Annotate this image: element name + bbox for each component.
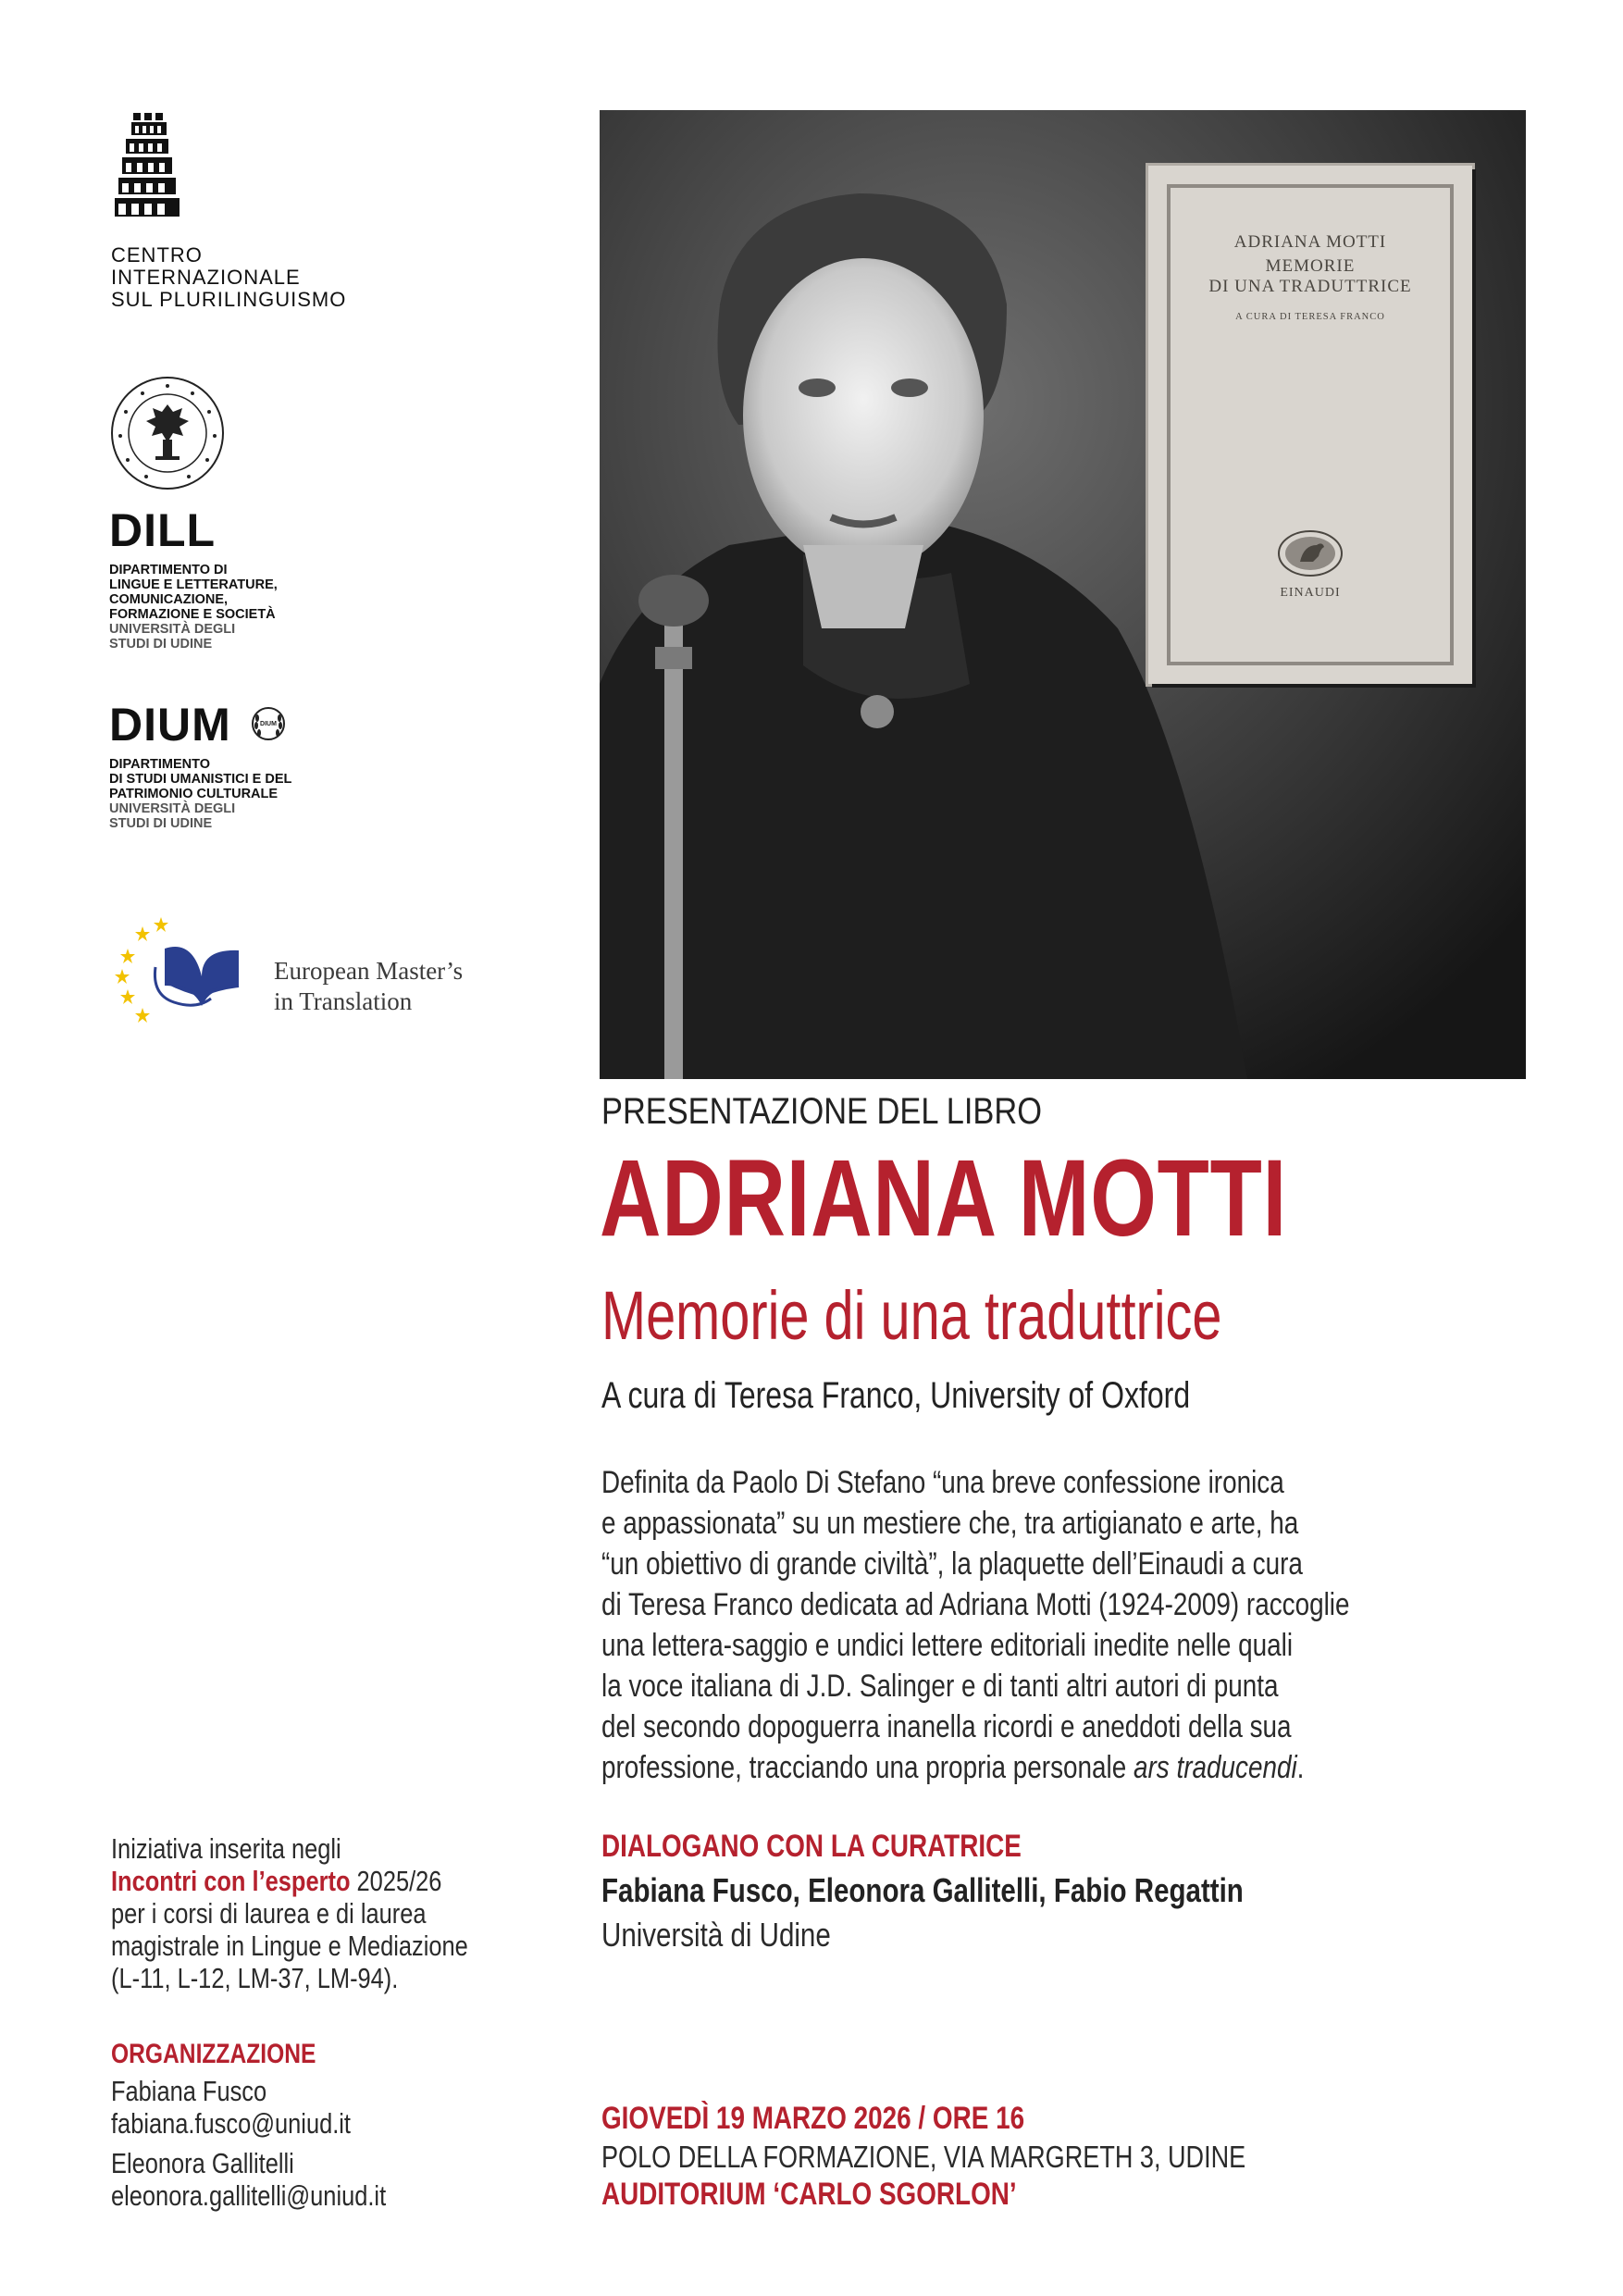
book-cover-curator: A CURA DI TERESA FRANCO [1235, 312, 1385, 322]
incontri-highlight: Incontri con l’esperto [111, 1865, 351, 1897]
description-last-line [601, 1747, 1542, 1788]
book-cover-author: ADRIANA MOTTI [1233, 232, 1387, 252]
book-description [601, 1462, 1542, 1788]
book-cover-publisher: EINAUDI [1280, 586, 1341, 600]
dium-line: DIPARTIMENTO [109, 757, 211, 772]
dill-line: FORMAZIONE E SOCIETÀ [109, 607, 276, 622]
organizer-email[interactable]: fabiana.fusco@uniud.it [111, 2107, 351, 2140]
open-book-stars-icon [109, 912, 266, 1023]
description-italic-phrase: ars traducendi [1133, 1750, 1297, 1785]
dium-university-line: STUDI DI UDINE [109, 816, 213, 831]
organization-contacts [111, 2075, 386, 2212]
info-line-highlight [111, 1865, 468, 1897]
dill-line: COMUNICAZIONE, [109, 592, 229, 607]
dium-line: PATRIMONIO CULTURALE [109, 787, 279, 801]
dill-university-line: STUDI DI UDINE [109, 637, 213, 652]
description-last-text: professione, tracciando una propria personale [601, 1750, 1134, 1785]
description-line: di Teresa Franco dedicata ad Adriana Motti (1924-2009) raccoglie [601, 1587, 1350, 1622]
description-end-punctuation: . [1296, 1750, 1305, 1785]
info-line: per i corsi di laurea e di laurea [111, 1897, 427, 1930]
emt-name [274, 956, 463, 1017]
info-line: Iniziativa inserita negli [111, 1832, 341, 1865]
dialogue-speakers: Fabiana Fusco, Eleonora Gallitelli, Fabio Regattin [601, 1871, 1244, 1909]
book-cover-title-line: MEMORIE [1265, 256, 1356, 276]
organization-heading: ORGANIZZAZIONE [111, 2039, 316, 2069]
description-line: del secondo dopoguerra inanella ricordi e aneddoti della sua [601, 1709, 1292, 1744]
dialogue-institution: Università di Udine [601, 1916, 831, 1954]
description-line: e appassionata” su un mestiere che, tra artigianato e arte, ha [601, 1506, 1299, 1541]
dium-description [109, 757, 291, 831]
organizer-name: Fabiana Fusco [111, 2075, 267, 2107]
dialogue-heading: DIALOGANO CON LA CURATRICE [601, 1829, 1022, 1864]
book-author-title: ADRIANA MOTTI [600, 1137, 1287, 1260]
info-year: 2025/26 [350, 1865, 442, 1897]
info-line: magistrale in Lingue e Mediazione [111, 1930, 468, 1962]
cip-name [111, 244, 346, 311]
dium-university-line: UNIVERSITÀ DEGLI [109, 801, 236, 816]
dill-description [109, 563, 278, 652]
info-line: (L-11, L-12, LM-37, LM-94). [111, 1962, 399, 1994]
emt-line: European Master’s [274, 957, 464, 985]
dill-title: DILL [109, 504, 217, 556]
event-kicker: PRESENTAZIONE DEL LIBRO [601, 1091, 1042, 1132]
cip-line: CENTRO [111, 243, 203, 267]
book-cover-title [1148, 256, 1472, 297]
event-venue: POLO DELLA FORMAZIONE, VIA MARGRETH 3, UDINE [601, 2140, 1246, 2174]
description-line: la voce italiana di J.D. Salinger e di tanti altri autori di punta [601, 1669, 1279, 1704]
university-seal-icon [109, 375, 226, 491]
einaudi-ostrich-emblem-icon [1276, 528, 1344, 578]
book-subtitle: Memorie di una traduttrice [601, 1277, 1222, 1354]
dium-title: DIUM [109, 699, 231, 751]
organizer-name: Eleonora Gallitelli [111, 2147, 294, 2179]
description-line: una lettera-saggio e undici lettere editoriali inedite nelle quali [601, 1628, 1294, 1663]
cip-tower-logo-icon [115, 113, 180, 217]
dill-line: DIPARTIMENTO DI [109, 563, 228, 577]
dill-line: LINGUE E LETTERATURE, [109, 577, 278, 592]
book-cover-title-line: DI UNA TRADUTTRICE [1208, 277, 1412, 296]
dium-line: DI STUDI UMANISTICI E DEL [109, 772, 292, 787]
event-room: AUDITORIUM ‘CARLO SGORLON’ [601, 2177, 1017, 2212]
cip-line: SUL PLURILINGUISMO [111, 288, 347, 311]
laurel-badge-icon [250, 705, 324, 742]
description-line: “un obiettivo di grande civiltà”, la plaquette dell’Einaudi a cura [601, 1546, 1303, 1582]
book-cover [1148, 166, 1472, 684]
organizer-email[interactable]: eleonora.gallitelli@uniud.it [111, 2179, 387, 2212]
initiative-info [111, 1832, 468, 1994]
event-date-time: GIOVEDÌ 19 MARZO 2026 / ORE 16 [601, 2101, 1025, 2136]
dium-badge-label: DIUM [260, 721, 277, 727]
cip-line: INTERNAZIONALE [111, 266, 301, 289]
book-editor: A cura di Teresa Franco, University of Oxford [601, 1375, 1191, 1416]
dill-university-line: UNIVERSITÀ DEGLI [109, 622, 236, 637]
description-line: Definita da Paolo Di Stefano “una breve confessione ironica [601, 1465, 1284, 1500]
emt-line: in Translation [274, 987, 413, 1015]
